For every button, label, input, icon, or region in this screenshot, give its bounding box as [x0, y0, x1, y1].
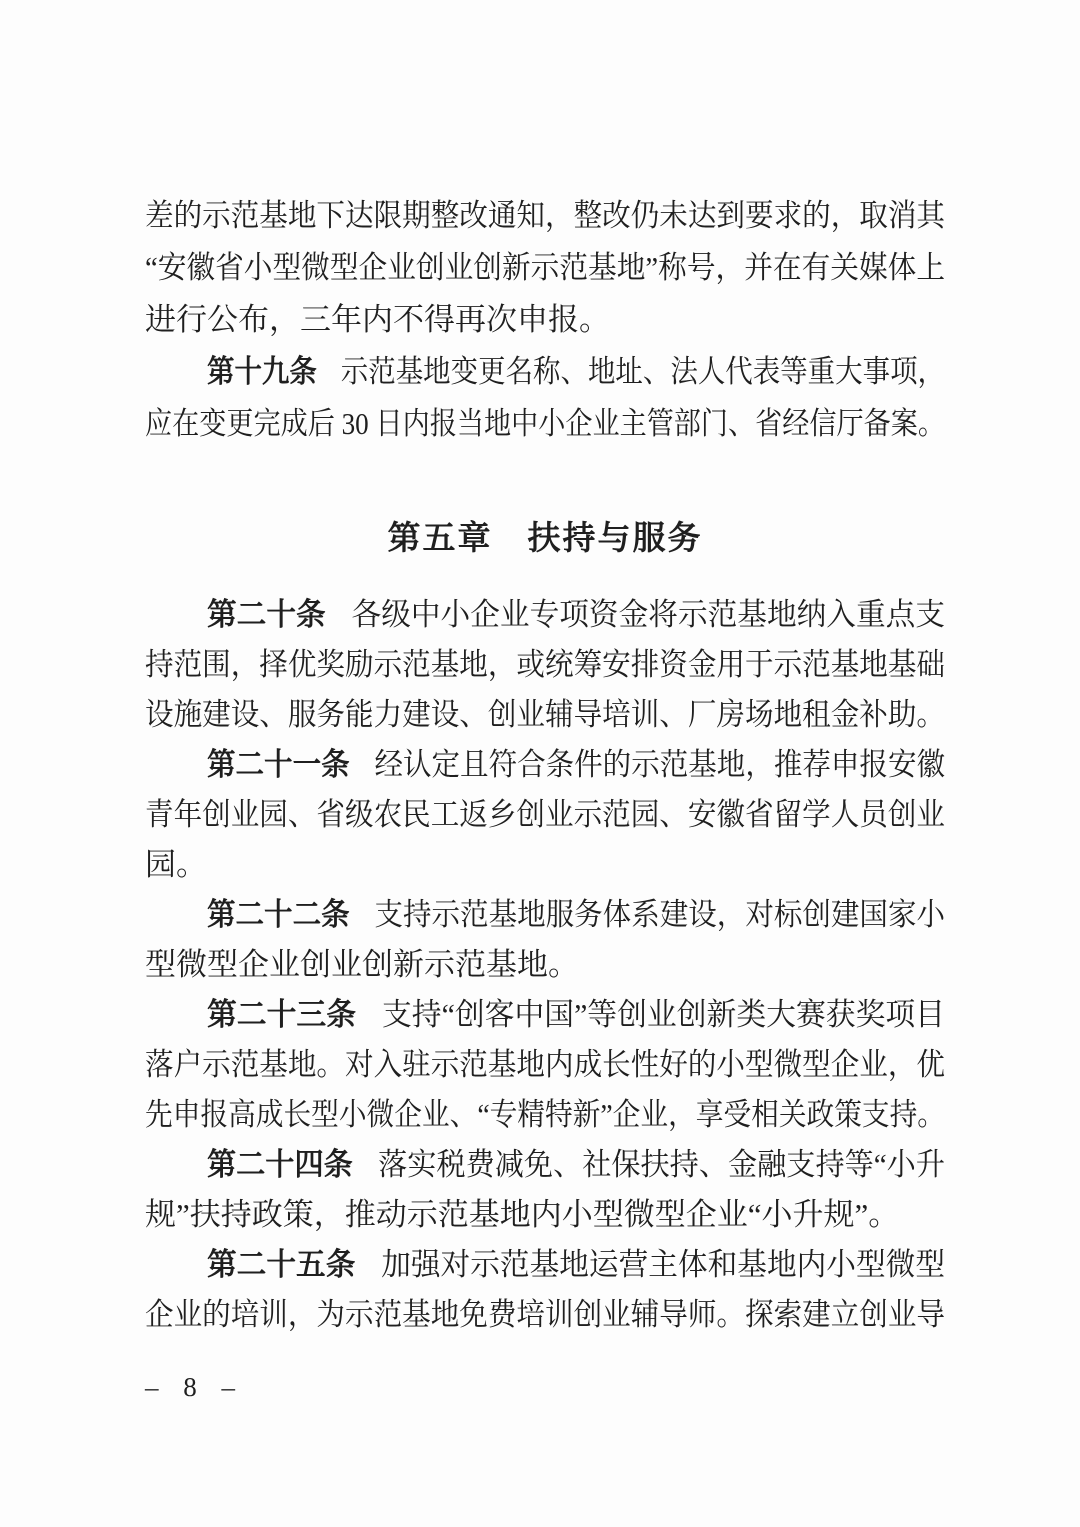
line-text: 差的示范基地下达限期整改通知，整改仍未达到要求的，取消其 [145, 198, 945, 233]
article-number: 第二十一条 [207, 747, 350, 782]
line-text: 青年创业园、省级农民工返乡创业示范园、安徽省留学人员创业 [145, 797, 945, 832]
line-text: 先申报高成长型小微企业、“专精特新”企业，享受相关政策支持。 [145, 1097, 945, 1132]
continuation-paragraph [145, 190, 945, 346]
line-text: 落户示范基地。对入驻示范基地内成长性好的小型微型企业，优 [145, 1047, 945, 1082]
text-line [145, 190, 945, 242]
line-text: 进行公布，三年内不得再次申报。 [145, 302, 610, 337]
line-text: 规”扶持政策，推动示范基地内小型微型企业“小升规”。 [145, 1197, 900, 1232]
line-content [145, 190, 945, 242]
text-line [145, 346, 945, 398]
chapter-heading: 第五章 扶持与服务 [387, 519, 703, 556]
line-text: 经认定且符合条件的示范基地，推荐申报安徽 [374, 747, 945, 782]
line-text: 落实税费减免、社保扶持、金融支持等“小升 [378, 1147, 945, 1182]
text-line [145, 398, 945, 450]
text-line [145, 1190, 945, 1240]
text-line [145, 1240, 945, 1290]
line-content [145, 790, 945, 840]
document-body [145, 190, 945, 1340]
article-paragraph [145, 890, 945, 990]
text-line [145, 1090, 945, 1140]
line-content [145, 840, 207, 890]
line-text: 企业的培训，为示范基地免费培训创业辅导师。探索建立创业导 [145, 1297, 945, 1332]
article-paragraph [145, 1240, 945, 1340]
line-content [145, 294, 610, 346]
text-line [145, 590, 945, 640]
line-text: 应在变更完成后 30 日内报当地中小企业主管部门、省经信厅备案。 [145, 406, 945, 441]
line-content [145, 1190, 899, 1240]
line-content [207, 890, 945, 940]
text-line [145, 840, 945, 890]
line-text: 设施建设、服务能力建设、创业辅导培训、厂房场地租金补助。 [145, 697, 945, 732]
page-number: – 8 – [145, 1372, 244, 1402]
line-text: 加强对示范基地运营主体和基地内小型微型 [381, 1247, 946, 1282]
text-line [145, 940, 945, 990]
line-content [207, 1240, 945, 1290]
article-number: 第十九条 [207, 354, 317, 389]
line-content [145, 1090, 945, 1140]
text-line [145, 640, 945, 690]
line-content [145, 242, 945, 294]
article-paragraph [145, 740, 945, 890]
line-text: 支持示范基地服务体系建设，对标创建国家小 [374, 897, 945, 932]
text-line [145, 890, 945, 940]
article-number: 第二十四条 [207, 1147, 353, 1182]
line-content [207, 590, 945, 640]
article-number: 第二十三条 [207, 997, 357, 1032]
text-line [145, 740, 945, 790]
text-line [145, 242, 945, 294]
text-line [145, 1040, 945, 1090]
article-paragraph [145, 1140, 945, 1240]
text-line [145, 790, 945, 840]
line-text: 示范基地变更名称、地址、法人代表等重大事项， [340, 354, 945, 389]
article-number: 第二十二条 [207, 897, 350, 932]
line-content [145, 1290, 945, 1340]
line-content [145, 940, 579, 990]
article-number: 第二十条 [207, 597, 326, 632]
line-content [145, 1040, 945, 1090]
line-content [145, 398, 945, 450]
article-paragraph [145, 346, 945, 450]
text-line [145, 690, 945, 740]
line-text: 支持“创客中国”等创业创新类大赛获奖项目 [381, 997, 945, 1032]
line-text: 各级中小企业专项资金将示范基地纳入重点支 [351, 597, 945, 632]
line-content [145, 640, 945, 690]
text-line [145, 1290, 945, 1340]
article-paragraph [145, 590, 945, 740]
article-paragraph [145, 990, 945, 1140]
line-content [207, 1140, 945, 1190]
line-text: 园。 [145, 847, 207, 882]
text-line [145, 294, 945, 346]
line-content [145, 690, 945, 740]
line-text: “安徽省小型微型企业创业创新示范基地”称号，并在有关媒体上 [145, 250, 945, 285]
text-line [145, 1140, 945, 1190]
line-content [207, 990, 945, 1040]
text-line [145, 990, 945, 1040]
article-number: 第二十五条 [207, 1247, 356, 1282]
line-content [207, 346, 945, 398]
line-text: 型微型企业创业创新示范基地。 [145, 947, 579, 982]
line-content [207, 740, 945, 790]
line-text: 持范围，择优奖励示范基地，或统筹安排资金用于示范基地基础 [145, 647, 945, 682]
